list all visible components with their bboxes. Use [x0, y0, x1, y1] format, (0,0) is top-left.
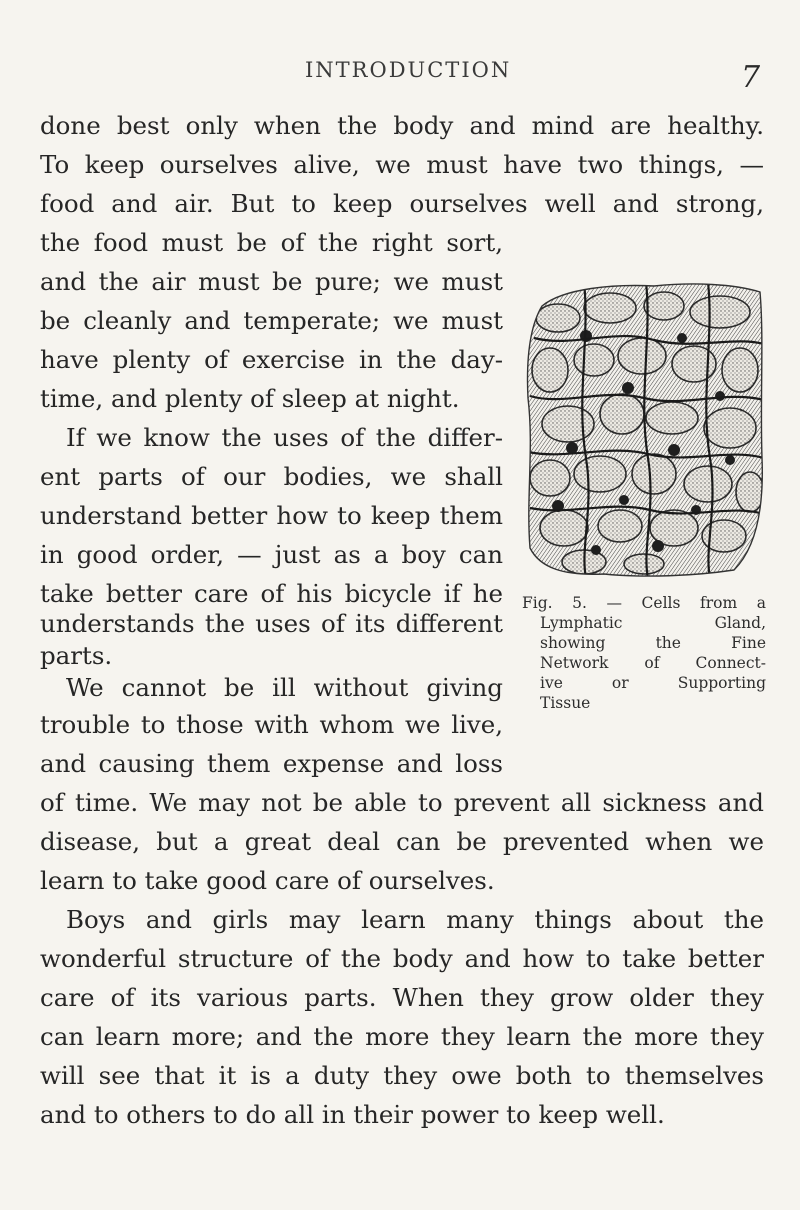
text-line: and the air must be pure; we must — [40, 267, 503, 296]
text-line: care of its various parts. When they grow older they — [40, 983, 764, 1012]
caption-line: Network of Connect- — [540, 654, 766, 672]
text-line: can learn more; and the more they learn the more they — [40, 1022, 764, 1051]
text-line: food and air. But to keep ourselves well and strong, — [40, 189, 764, 218]
text-line: take better care of his bicycle if he — [40, 579, 503, 608]
caption-line: Fig. 5. — Cells from a — [522, 594, 766, 612]
text-line: If we know the uses of the differ- — [66, 423, 503, 452]
caption-line: ive or Supporting — [540, 674, 766, 692]
text-line: have plenty of exercise in the day- — [40, 345, 503, 374]
text-line: the food must be of the right sort, — [40, 228, 503, 257]
text-line: in good order, — just as a boy can — [40, 540, 503, 569]
text-line: trouble to those with whom we live, — [40, 710, 503, 739]
text-line: ent parts of our bodies, we shall — [40, 462, 503, 491]
text-line: disease, but a great deal can be prevented when we — [40, 827, 764, 856]
text-line: and to others to do all in their power to keep well. — [40, 1100, 665, 1129]
text-line: learn to take good care of ourselves. — [40, 866, 495, 895]
text-line: To keep ourselves alive, we must have two things, — — [40, 150, 764, 179]
text-line: will see that it is a duty they owe both to themselves — [40, 1061, 764, 1090]
lymphatic-gland-illustration — [524, 278, 766, 578]
caption-line: Tissue — [540, 694, 591, 712]
text-line: Boys and girls may learn many things about the — [66, 905, 764, 934]
text-line: wonderful structure of the body and how to take better — [40, 944, 764, 973]
text-line: understands the uses of its different — [40, 609, 503, 638]
text-line: parts. — [40, 641, 113, 670]
text-line: understand better how to keep them — [40, 501, 503, 530]
caption-line: Lymphatic Gland, — [540, 614, 766, 632]
text-line: done best only when the body and mind are healthy. — [40, 111, 764, 140]
figure-caption — [522, 593, 766, 713]
page-number: 7 — [741, 60, 761, 95]
text-line: time, and plenty of sleep at night. — [40, 384, 460, 413]
text-line: be cleanly and temperate; we must — [40, 306, 503, 335]
text-line: and causing them expense and loss — [40, 749, 503, 778]
running-head: INTRODUCTION — [305, 58, 512, 82]
text-line: of time. We may not be able to prevent all sickness and — [40, 788, 764, 817]
text-line: We cannot be ill without giving — [66, 673, 503, 702]
caption-line: showing the Fine — [540, 634, 766, 652]
